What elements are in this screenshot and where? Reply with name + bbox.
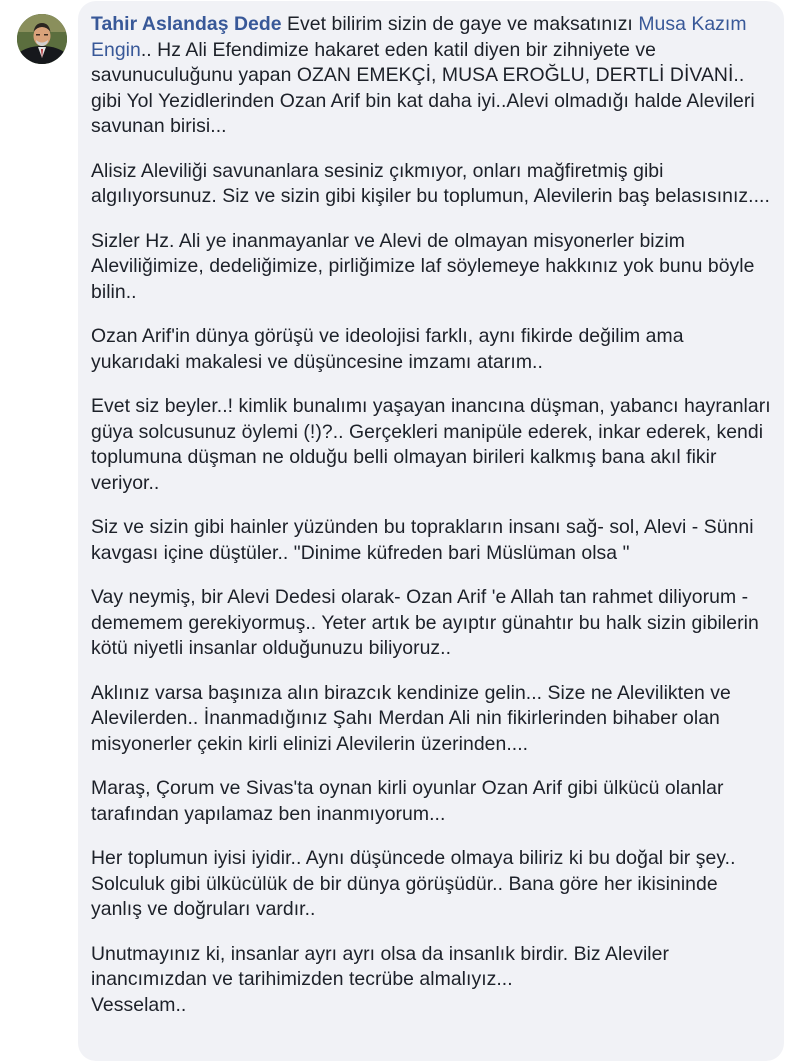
- comment-paragraph: Evet siz beyler..! kimlik bunalımı yaşayan inancına düşman, yabancı hayranları güya solcusunuz öylemi (!)?.. Gerçekleri manipüle ederek, inkar ederek, kendi toplumuna düşman ne olduğu belli olmayan birileri kalkmış bana akıl fikir veriyor..: [91, 395, 771, 494]
- comment-bubble: [78, 1, 784, 1061]
- intro-text-2: .. Hz Ali Efendimize hakaret eden katil diyen bir zihniyete ve savunuculuğunu yapan OZAN EMEKÇİ, MUSA EROĞLU, DERTLİ DİVANİ.. gibi Yol Yezidlerinden Ozan Arif bin kat daha iyi..Alevi olmadığı halde Alevileri savunan birisi...: [91, 38, 755, 137]
- avatar[interactable]: [17, 14, 67, 64]
- comment-closing: Vesselam..: [91, 993, 187, 1016]
- intro-text-1: Evet bilirim sizin de gaye ve maksatınızı: [281, 13, 639, 35]
- comment-paragraph-text: Unutmayınız ki, insanlar ayrı ayrı olsa da insanlık birdir. Biz Aleviler inancımızdan ve tarihimizden tecrübe almalıyız...: [91, 942, 670, 990]
- comment-intro: [91, 12, 772, 140]
- author-name-link[interactable]: Tahir Aslandaş Dede: [91, 13, 282, 35]
- comment-paragraph: Siz ve sizin gibi hainler yüzünden bu toprakların insanı sağ- sol, Alevi - Sünni kavgası içine düştüler.. "Dinime küfreden bari Müslüman olsa ": [91, 516, 754, 564]
- mention-link[interactable]: Musa Kazım Engin: [91, 13, 747, 61]
- comment-paragraph: Alisiz Aleviliği savunanlara sesiniz çıkmıyor, onları mağfiretmiş gibi algılıyorsunuz. Siz ve sizin gibi kişiler bu toplumun, Alevilerin baş belasısınız....: [91, 159, 770, 207]
- comment-paragraph: Her toplumun iyisi iyidir.. Aynı düşüncede olmaya biliriz ki bu doğal bir şey.. Solculuk gibi ülkücülük de bir dünya görüşüdür.. Bana göre her ikisininde yanlış ve doğruları vardır..: [91, 847, 736, 920]
- comment-paragraph: Aklınız varsa başınıza alın birazcık kendinize gelin... Size ne Alevilikten ve Alevilerden.. İnanmadığınız Şahı Merdan Ali nin fikirlerinden bihaber olan misyonerler çekin kirli elinizi Alevilerin üzerinden....: [91, 681, 731, 755]
- profile-photo-icon: [17, 14, 67, 64]
- comment-paragraph-last: [91, 942, 772, 1019]
- comment-paragraph: Sizler Hz. Ali ye inanmayanlar ve Alevi de olmayan misyonerler bizim Aleviliğimize, dedeliğimize, pirliğimize laf söylemeye hakkınız yok bunu böyle bilin..: [91, 229, 755, 303]
- comment-paragraph: Vay neymiş, bir Alevi Dedesi olarak- Ozan Arif 'e Allah tan rahmet diliyorum - dememem gerekiyormuş.. Yeter artık be ayıptır günahtır bu halk sizin gibilerin kötü niyetli insanlar olduğunuzu biliyoruz..: [91, 586, 759, 659]
- comment-paragraph: Ozan Arif'in dünya görüşü ve ideolojisi farklı, aynı fikirde değilim ama yukarıdaki makalesi ve düşüncesine imzamı atarım..: [91, 325, 684, 373]
- comment-paragraph: Maraş, Çorum ve Sivas'ta oynan kirli oyunlar Ozan Arif gibi ülkücü olanlar tarafından yapılamaz ben inanmıyorum...: [91, 777, 724, 825]
